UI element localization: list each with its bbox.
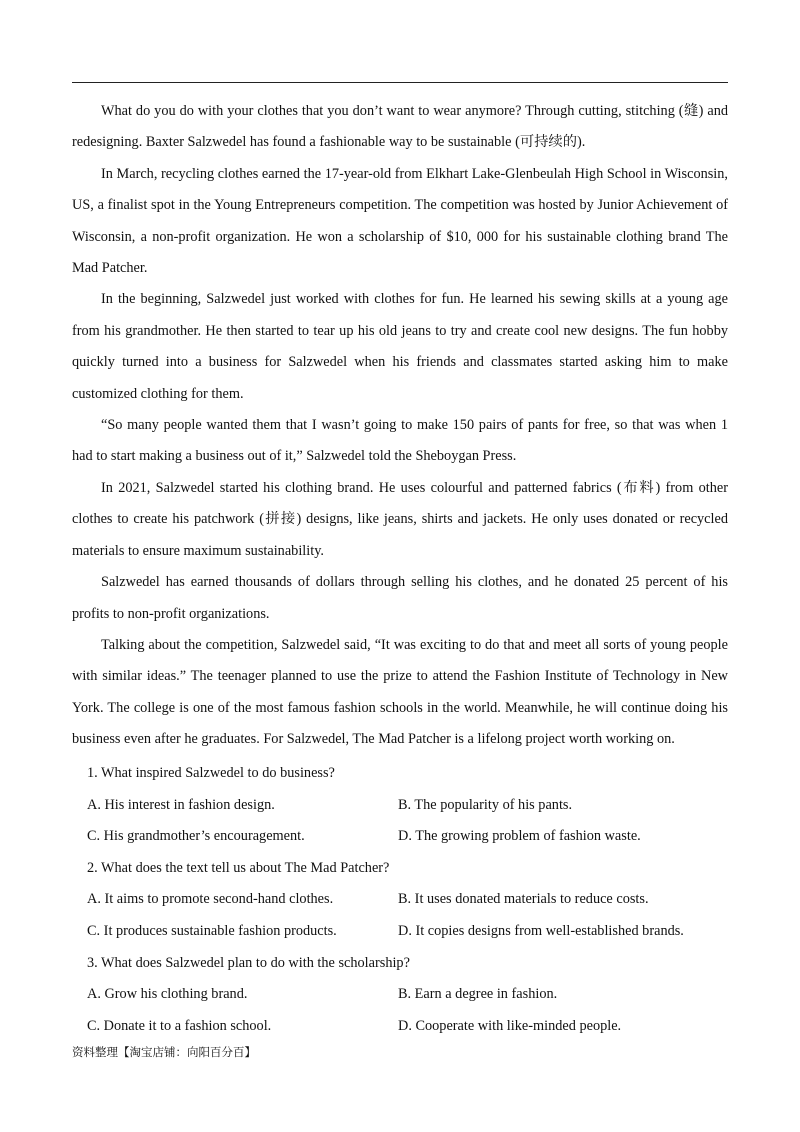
- option-c: C. Donate it to a fashion school.: [87, 1017, 272, 1034]
- option-a: A. It aims to promote second-hand clothes.: [87, 891, 334, 908]
- option-d: D. Cooperate with like-minded people.: [398, 1017, 622, 1034]
- question-2: [72, 853, 728, 948]
- option-grid: [72, 884, 728, 947]
- question-3: [72, 948, 728, 1043]
- option-d: D. It copies designs from well-established brands.: [398, 922, 684, 939]
- option-c: C. It produces sustainable fashion products.: [87, 922, 337, 939]
- option-b: B. Earn a degree in fashion.: [398, 986, 558, 1003]
- question-1: [72, 758, 728, 853]
- question-stem: 1. What inspired Salzwedel to do business?: [87, 765, 335, 781]
- top-divider: [72, 82, 728, 83]
- passage-paragraph: In 2021, Salzwedel started his clothing brand. He uses colourful and patterned fabrics (布料) from other clothes to create his patchwork (拼接) designs, like jeans, shirts and jackets. He only uses donated or recycled materials to ensure maximum sustainability.: [72, 479, 728, 559]
- option-d: D. The growing problem of fashion waste.: [398, 828, 641, 845]
- passage-paragraph: What do you do with your clothes that you don’t want to wear anymore? Through cutting, stitching (缝) and redesigning. Baxter Salzwedel has found a fashionable way to be sustainable (可持续的).: [72, 103, 728, 151]
- reading-passage: [72, 96, 728, 756]
- question-stem: 3. What does Salzwedel plan to do with the scholarship?: [87, 954, 410, 971]
- passage-paragraph: “So many people wanted them that I wasn’t going to make 150 pairs of pants for free, so that was when 1 had to start making a business out of it,” Salzwedel told the Sheboygan Press.: [72, 417, 728, 465]
- question-stem: 2. What does the text tell us about The Mad Patcher?: [87, 859, 390, 876]
- option-b: B. It uses donated materials to reduce costs.: [398, 891, 649, 908]
- question-list: [72, 758, 728, 1042]
- option-b: B. The popularity of his pants.: [398, 796, 573, 813]
- footer-note: 资料整理【淘宝店铺：向阳百分百】: [72, 1045, 256, 1059]
- option-a: A. His interest in fashion design.: [87, 796, 275, 813]
- passage-paragraph: In March, recycling clothes earned the 17-year-old from Elkhart Lake-Glenbeulah High School in Wisconsin, US, a finalist spot in the Young Entrepreneurs competition. The competition was hosted by Junior Achievement of Wisconsin, a non-profit organization. He won a scholarship of $10, 000 for his sustainable clothing brand The Mad Patcher.: [72, 165, 728, 277]
- passage-paragraph: Talking about the competition, Salzwedel said, “It was exciting to do that and meet all sorts of young people with similar ideas.” The teenager planned to use the prize to attend the Fashion Institute of Technology in New York. The college is one of the most famous fashion schools in the world. Meanwhile, he will continue doing his business even after he graduates. For Salzwedel, The Mad Patcher is a lifelong project worth working on.: [72, 636, 728, 748]
- option-grid: [72, 790, 728, 853]
- option-c: C. His grandmother’s encouragement.: [87, 828, 305, 845]
- passage-paragraph: In the beginning, Salzwedel just worked with clothes for fun. He learned his sewing skills at a young age from his grandmother. He then started to tear up his old jeans to try and create cool new designs. The fun hobby quickly turned into a business for Salzwedel when his friends and classmates started asking him to make customized clothing for them.: [72, 291, 728, 402]
- option-grid: [72, 979, 728, 1042]
- passage-paragraph: Salzwedel has earned thousands of dollars through selling his clothes, and he donated 25 percent of his profits to non-profit organizations.: [72, 574, 728, 622]
- option-a: A. Grow his clothing brand.: [87, 986, 248, 1003]
